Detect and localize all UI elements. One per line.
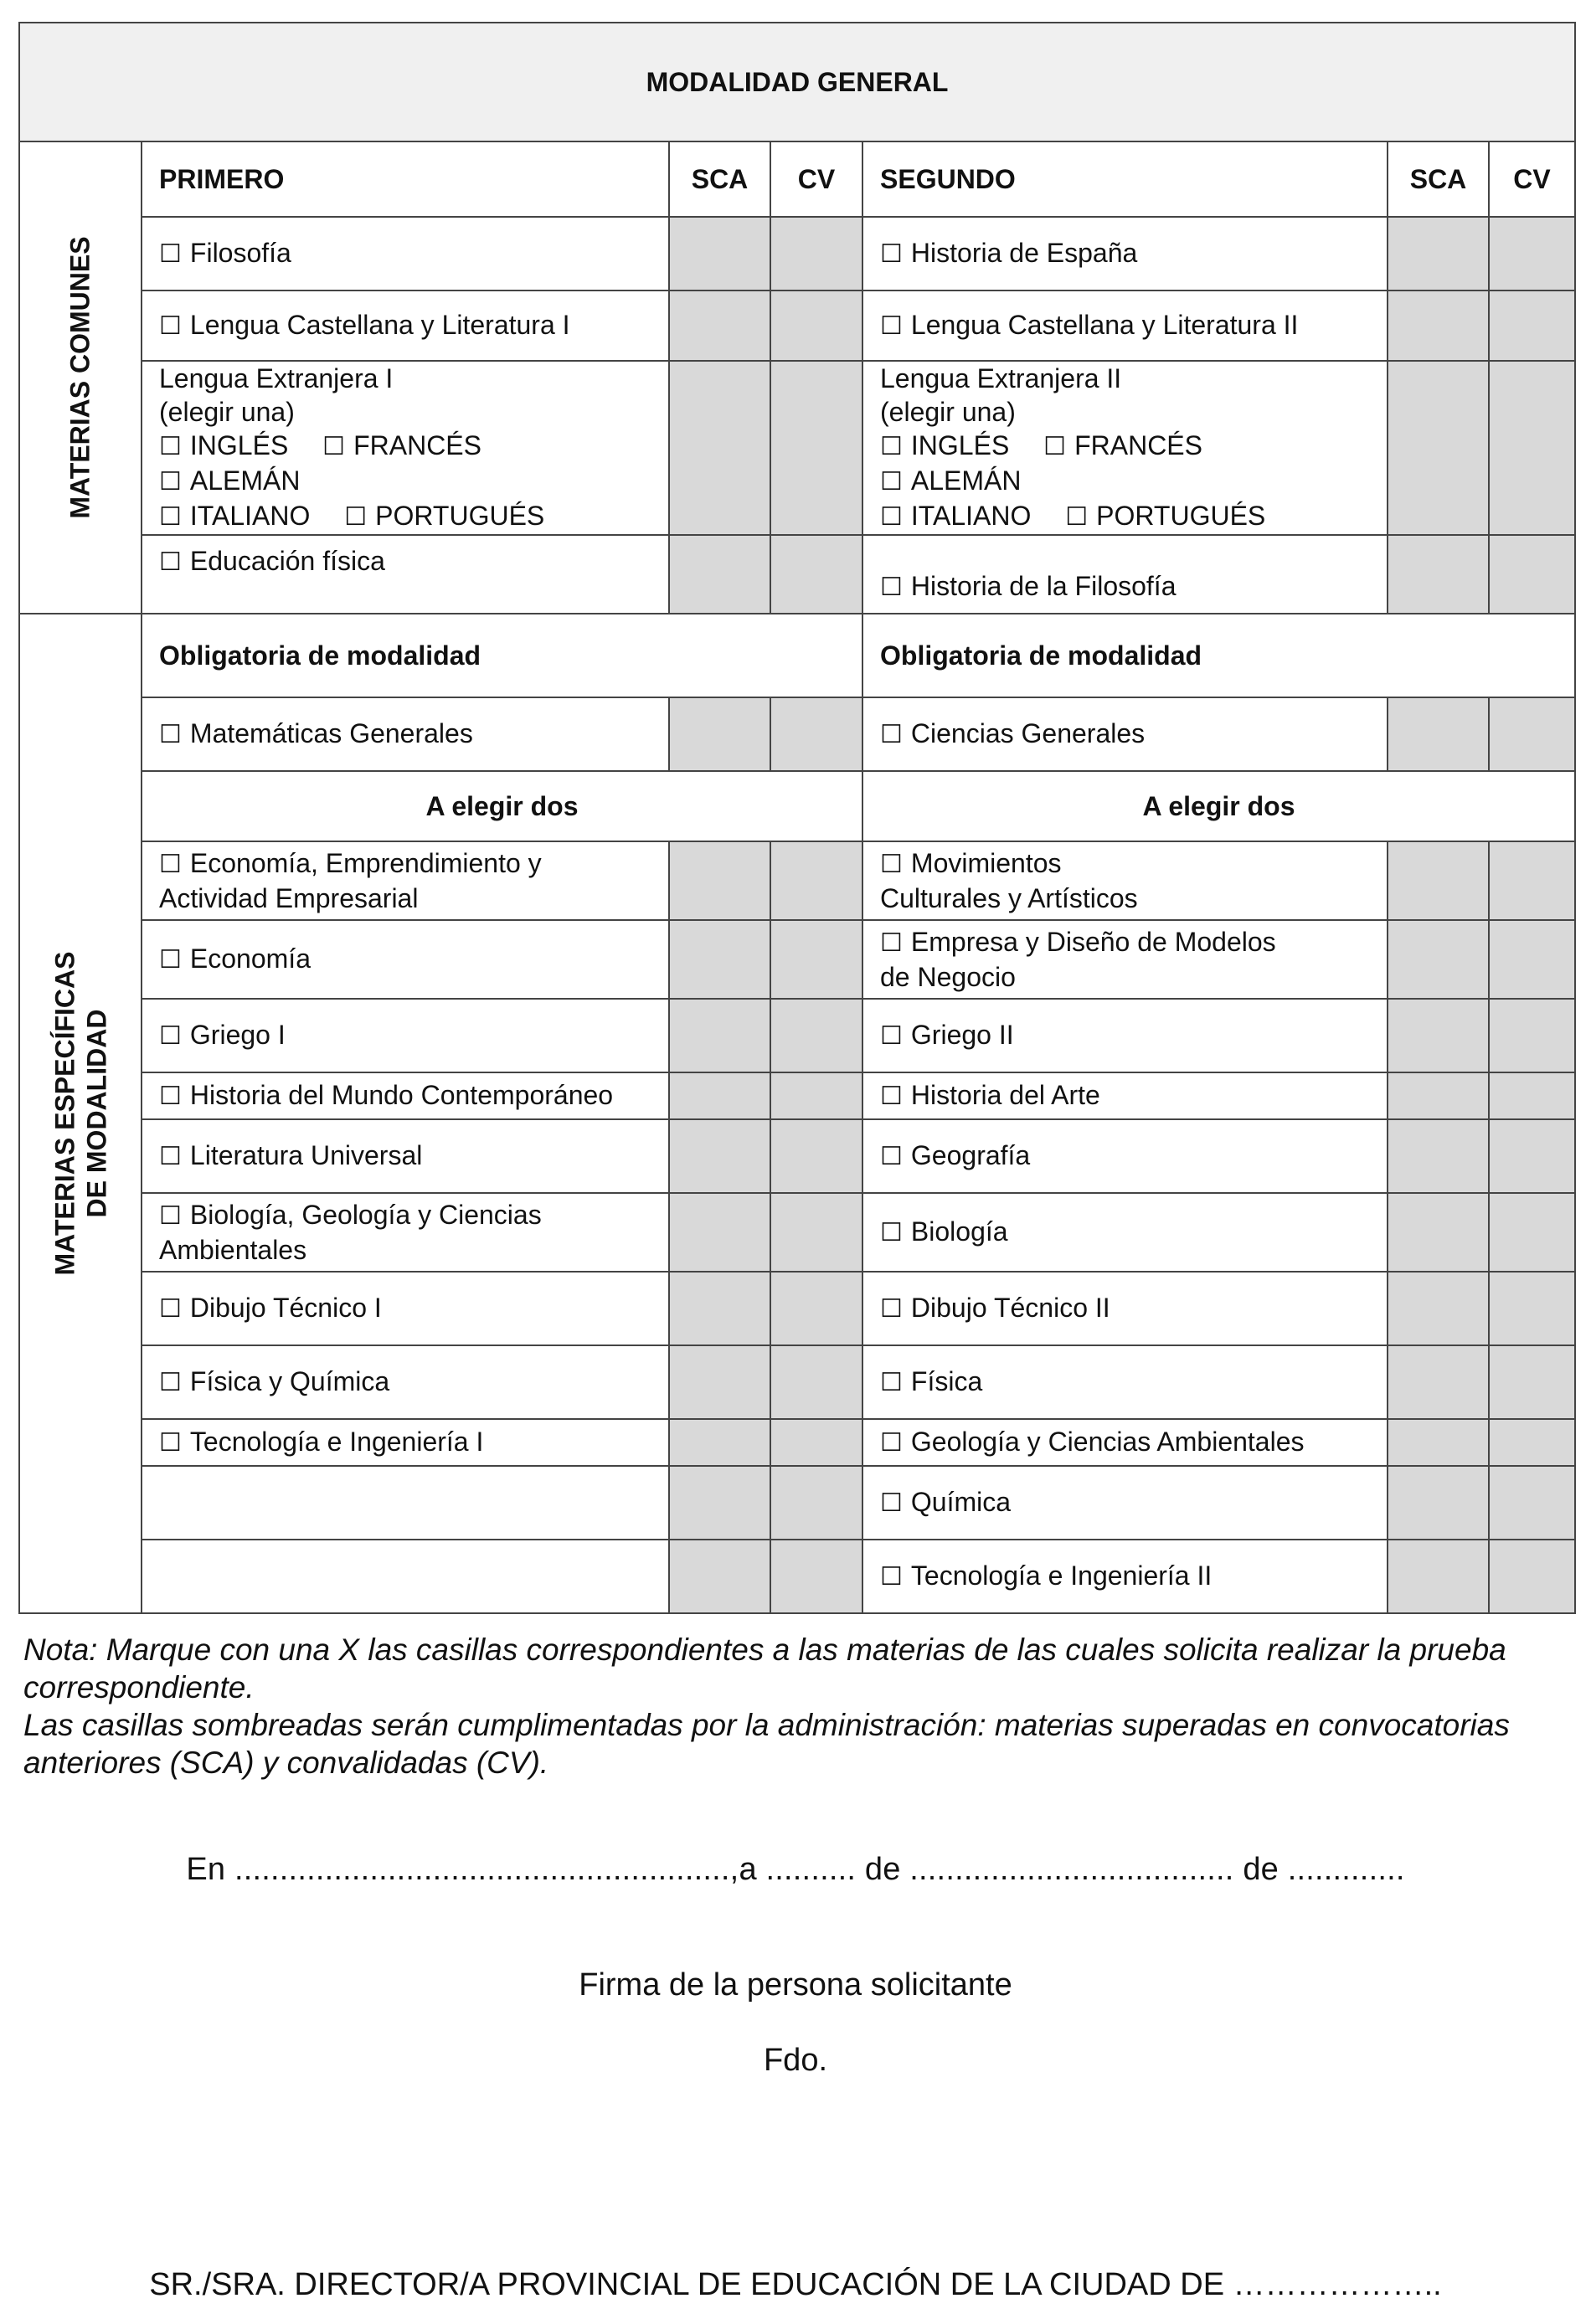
- cv-cell: [1489, 841, 1575, 920]
- sca-cell: [669, 697, 770, 771]
- cv-cell: [770, 1119, 862, 1193]
- table-row: [19, 1272, 1575, 1345]
- cv-cell: [770, 999, 862, 1072]
- subject-cell[interactable]: ☐ Filosofía: [142, 217, 669, 290]
- lang-option[interactable]: ☐ FRANCÉS: [322, 430, 481, 460]
- checkbox-icon: ☐: [880, 433, 903, 460]
- obligatoria-label: Obligatoria de modalidad: [862, 614, 1575, 697]
- sca-cell: [1388, 697, 1489, 771]
- lang-option[interactable]: ☐ ALEMÁN: [880, 465, 1022, 496]
- sca-cell: [669, 841, 770, 920]
- checkbox-icon[interactable]: ☐: [880, 929, 903, 957]
- sca-cell: [1388, 535, 1489, 614]
- cv-cell: [1489, 535, 1575, 614]
- cv-cell: [1489, 999, 1575, 1072]
- sca-cell: [1388, 1466, 1489, 1540]
- table-row: [19, 697, 1575, 771]
- checkbox-icon[interactable]: ☐: [159, 1369, 182, 1396]
- cv-cell: [770, 1540, 862, 1613]
- checkbox-icon[interactable]: ☐: [880, 1143, 903, 1170]
- checkbox-icon: ☐: [1043, 433, 1067, 460]
- cv-cell: [770, 290, 862, 361]
- cv-cell: [1489, 1540, 1575, 1613]
- sca-cell: [1388, 361, 1489, 535]
- subject-cell[interactable]: ☐ Historia de la Filosofía: [862, 535, 1388, 614]
- lang-option[interactable]: ☐ ITALIANO: [880, 501, 1031, 531]
- header-row: [19, 141, 1575, 217]
- checkbox-icon[interactable]: ☐: [159, 240, 182, 268]
- checkbox-icon[interactable]: ☐: [159, 851, 182, 878]
- language-cell: Lengua Extranjera I (elegir una) ☐ INGLÉS ☐ FRANCÉS ☐ ALEMÁN ☐ ITALIANO ☐ PORTUGUÉS: [142, 361, 669, 535]
- cv-cell: [1489, 1419, 1575, 1466]
- sca-cell: [1388, 841, 1489, 920]
- cv-cell: [770, 217, 862, 290]
- sca-cell: [1388, 1119, 1489, 1193]
- checkbox-icon[interactable]: ☐: [159, 1295, 182, 1323]
- subject-cell[interactable]: ☐ Historia de España: [862, 217, 1388, 290]
- checkbox-icon[interactable]: ☐: [880, 1082, 903, 1110]
- cv-cell: [770, 1072, 862, 1119]
- subject-cell[interactable]: ☐ Educación física: [142, 535, 669, 614]
- checkbox-icon: ☐: [880, 503, 903, 531]
- table-row: [19, 1540, 1575, 1613]
- cv-cell: [770, 1193, 862, 1272]
- sca-cell: [1388, 1419, 1489, 1466]
- subject-cell[interactable]: ☐ Historia del Mundo Contemporáneo: [142, 1072, 669, 1119]
- elegir-label: A elegir dos: [142, 771, 862, 841]
- sca-cell: [1388, 1272, 1489, 1345]
- cv-cell: [770, 1272, 862, 1345]
- header-segundo: SEGUNDO: [862, 141, 1388, 217]
- note-line: correspondiente.: [23, 1670, 255, 1704]
- empty-cell: [142, 1466, 669, 1540]
- table-row: [19, 841, 1575, 920]
- subject-cell[interactable]: ☐ Griego I: [142, 999, 669, 1072]
- checkbox-icon[interactable]: ☐: [159, 1143, 182, 1170]
- subject-cell[interactable]: ☐ Dibujo Técnico I: [142, 1272, 669, 1345]
- cv-cell: [770, 1345, 862, 1419]
- language-cell: Lengua Extranjera II (elegir una) ☐ INGLÉS ☐ FRANCÉS ☐ ALEMÁN ☐ ITALIANO ☐ PORTUGUÉS: [862, 361, 1388, 535]
- table-row: [19, 1193, 1575, 1272]
- sca-cell: [669, 1345, 770, 1419]
- lang-option[interactable]: ☐ PORTUGUÉS: [1065, 501, 1265, 531]
- subject-cell[interactable]: ☐ Economía, Emprendimiento y Actividad Empresarial: [142, 841, 669, 920]
- cv-cell: [1489, 920, 1575, 999]
- checkbox-icon[interactable]: ☐: [159, 548, 182, 576]
- subject-cell[interactable]: ☐ Economía: [142, 920, 669, 999]
- signature-label: Firma de la persona solicitante: [579, 1967, 1012, 2003]
- checkbox-icon: ☐: [1065, 503, 1089, 531]
- checkbox-icon[interactable]: ☐: [880, 1429, 903, 1457]
- subject-cell[interactable]: ☐ Lengua Castellana y Literatura I: [142, 290, 669, 361]
- sca-cell: [1388, 1540, 1489, 1613]
- lang-option[interactable]: ☐ INGLÉS: [880, 430, 1009, 460]
- checkbox-icon[interactable]: ☐: [159, 312, 182, 340]
- sca-cell: [1388, 290, 1489, 361]
- subject-cell[interactable]: ☐ Geografía: [862, 1119, 1388, 1193]
- sca-cell: [669, 1540, 770, 1613]
- header-sca: SCA: [669, 141, 770, 217]
- checkbox-icon[interactable]: ☐: [159, 1082, 182, 1110]
- subject-cell[interactable]: ☐ Tecnología e Ingeniería I: [142, 1419, 669, 1466]
- sca-cell: [1388, 1345, 1489, 1419]
- sca-cell: [669, 1072, 770, 1119]
- checkbox-icon: ☐: [159, 468, 182, 496]
- checkbox-icon[interactable]: ☐: [880, 721, 903, 748]
- checkbox-icon: ☐: [159, 503, 182, 531]
- header-cv: CV: [1489, 141, 1575, 217]
- subject-cell[interactable]: ☐ Movimientos Culturales y Artísticos: [862, 841, 1388, 920]
- fdo-label[interactable]: Fdo.: [763, 2043, 828, 2078]
- cv-cell: [770, 1419, 862, 1466]
- table-row: [19, 1119, 1575, 1193]
- side-label-especificas: MATERIAS ESPECÍFICAS DE MODALIDAD: [19, 614, 142, 1613]
- cv-cell: [770, 1466, 862, 1540]
- cv-cell: [1489, 1345, 1575, 1419]
- notes: [23, 1631, 1573, 1782]
- title-row: [19, 23, 1575, 141]
- sca-cell: [1388, 1193, 1489, 1272]
- side-label-comunes: MATERIAS COMUNES: [19, 141, 142, 614]
- lang-option[interactable]: ☐ ITALIANO: [159, 501, 310, 531]
- checkbox-icon[interactable]: ☐: [880, 851, 903, 878]
- checkbox-icon: ☐: [159, 433, 182, 460]
- header-sca: SCA: [1388, 141, 1489, 217]
- elegir-row: [19, 771, 1575, 841]
- checkbox-icon: ☐: [344, 503, 368, 531]
- subject-cell[interactable]: ☐ Literatura Universal: [142, 1119, 669, 1193]
- subject-cell[interactable]: ☐ Empresa y Diseño de Modelos de Negocio: [862, 920, 1388, 999]
- subject-cell[interactable]: ☐ Tecnología e Ingeniería II: [862, 1540, 1388, 1613]
- obligatoria-label: Obligatoria de modalidad: [142, 614, 862, 697]
- checkbox-icon[interactable]: ☐: [159, 1022, 182, 1050]
- cv-cell: [770, 920, 862, 999]
- subject-cell[interactable]: ☐ Física: [862, 1345, 1388, 1419]
- subject-cell[interactable]: ☐ Ciencias Generales: [862, 697, 1388, 771]
- subject-cell[interactable]: ☐ Física y Química: [142, 1345, 669, 1419]
- cv-cell: [1489, 697, 1575, 771]
- sca-cell: [669, 1119, 770, 1193]
- sca-cell: [1388, 1072, 1489, 1119]
- cv-cell: [1489, 1072, 1575, 1119]
- table-row: [19, 217, 1575, 290]
- table-title: MODALIDAD GENERAL: [19, 23, 1575, 141]
- checkbox-icon[interactable]: ☐: [880, 1369, 903, 1396]
- table-row: [19, 535, 1575, 614]
- checkbox-icon: ☐: [880, 468, 903, 496]
- subject-cell[interactable]: ☐ Dibujo Técnico II: [862, 1272, 1388, 1345]
- obligatoria-row: [19, 614, 1575, 697]
- cv-cell: [770, 841, 862, 920]
- elegir-label: A elegir dos: [862, 771, 1575, 841]
- table-row: [19, 1466, 1575, 1540]
- note-line: Nota: Marque con una X las casillas correspondientes a las materias de las cuales solicita realizar la prueba: [23, 1632, 1506, 1667]
- checkbox-icon[interactable]: ☐: [880, 312, 903, 340]
- cv-cell: [1489, 1272, 1575, 1345]
- table-row: [19, 1345, 1575, 1419]
- sca-cell: [669, 1272, 770, 1345]
- table-row: [19, 1072, 1575, 1119]
- cv-cell: [1489, 1193, 1575, 1272]
- checkbox-icon[interactable]: ☐: [159, 721, 182, 748]
- sca-cell: [669, 290, 770, 361]
- table-row: [19, 920, 1575, 999]
- cv-cell: [770, 361, 862, 535]
- lang-option[interactable]: ☐ INGLÉS: [159, 430, 288, 460]
- subject-cell[interactable]: ☐ Griego II: [862, 999, 1388, 1072]
- sca-cell: [1388, 920, 1489, 999]
- addressee-line: SR./SRA. DIRECTOR/A PROVINCIAL DE EDUCACIÓN DE LA CIUDAD DE ………………..: [149, 2267, 1442, 2302]
- sca-cell: [1388, 217, 1489, 290]
- checkbox-icon[interactable]: ☐: [880, 1563, 903, 1591]
- sca-cell: [669, 920, 770, 999]
- note-line: Las casillas sombreadas serán cumplimentadas por la administración: materias superadas en convocatorias: [23, 1708, 1510, 1742]
- table-row: [19, 361, 1575, 535]
- sca-cell: [1388, 999, 1489, 1072]
- subject-cell[interactable]: ☐ Lengua Castellana y Literatura II: [862, 290, 1388, 361]
- cv-cell: [770, 535, 862, 614]
- form-page: [18, 22, 1574, 1614]
- cv-cell: [1489, 361, 1575, 535]
- sca-cell: [669, 217, 770, 290]
- sca-cell: [669, 1466, 770, 1540]
- cv-cell: [1489, 290, 1575, 361]
- sca-cell: [669, 361, 770, 535]
- table-row: [19, 999, 1575, 1072]
- subject-cell[interactable]: ☐ Biología: [862, 1193, 1388, 1272]
- lang-option[interactable]: ☐ FRANCÉS: [1043, 430, 1202, 460]
- subject-cell[interactable]: ☐ Matemáticas Generales: [142, 697, 669, 771]
- table-row: [19, 290, 1575, 361]
- header-primero: PRIMERO: [142, 141, 669, 217]
- checkbox-icon[interactable]: ☐: [880, 1022, 903, 1050]
- checkbox-icon[interactable]: ☐: [159, 1202, 182, 1230]
- subjects-table: [18, 22, 1576, 1614]
- subject-cell[interactable]: ☐ Historia del Arte: [862, 1072, 1388, 1119]
- checkbox-icon[interactable]: ☐: [880, 1295, 903, 1323]
- subject-cell[interactable]: ☐ Química: [862, 1466, 1388, 1540]
- sca-cell: [669, 535, 770, 614]
- cv-cell: [1489, 1466, 1575, 1540]
- sca-cell: [669, 1193, 770, 1272]
- sca-cell: [669, 1419, 770, 1466]
- subject-cell[interactable]: ☐ Biología, Geología y Ciencias Ambientales: [142, 1193, 669, 1272]
- checkbox-icon: ☐: [322, 433, 346, 460]
- cv-cell: [770, 697, 862, 771]
- empty-cell: [142, 1540, 669, 1613]
- lang-option[interactable]: ☐ PORTUGUÉS: [344, 501, 544, 531]
- cv-cell: [1489, 217, 1575, 290]
- checkbox-icon[interactable]: ☐: [159, 946, 182, 974]
- header-cv: CV: [770, 141, 862, 217]
- checkbox-icon[interactable]: ☐: [880, 240, 903, 268]
- checkbox-icon[interactable]: ☐: [880, 1219, 903, 1247]
- checkbox-icon[interactable]: ☐: [880, 1489, 903, 1517]
- place-date-line[interactable]: En .......................................................,a .......... de .................................... de .............: [186, 1852, 1405, 1887]
- lang-option[interactable]: ☐ ALEMÁN: [159, 465, 301, 496]
- note-line: anteriores (SCA) y convalidadas (CV).: [23, 1746, 549, 1780]
- checkbox-icon[interactable]: ☐: [880, 573, 903, 601]
- table-row: [19, 1419, 1575, 1466]
- sca-cell: [669, 999, 770, 1072]
- checkbox-icon[interactable]: ☐: [159, 1429, 182, 1457]
- subject-cell[interactable]: ☐ Geología y Ciencias Ambientales: [862, 1419, 1388, 1466]
- cv-cell: [1489, 1119, 1575, 1193]
